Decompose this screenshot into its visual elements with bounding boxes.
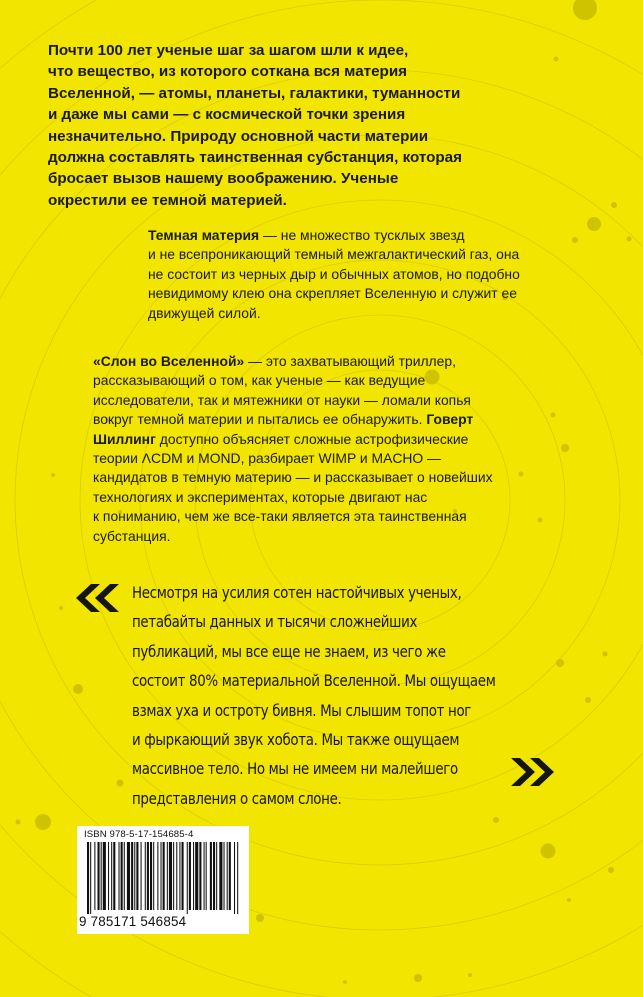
paragraph-line: субстанция. xyxy=(93,527,171,544)
book-title: «Слон во Вселенной» xyxy=(93,353,245,369)
paragraph-line xyxy=(148,226,568,245)
intro-line: бросает вызов нашему воображению. Ученые xyxy=(48,170,399,188)
barcode xyxy=(77,826,249,934)
paragraph-text: вокруг темной материи и пытались ее обнаружить. xyxy=(93,411,427,428)
intro-line: должна составлять таинственная субстанция, которая xyxy=(48,149,462,167)
intro-line: окрестили ее темной материей. xyxy=(48,191,287,209)
quote-line: состоит 80% материальной Вселенной. Мы ощущаем xyxy=(132,671,496,691)
paragraph-line: рассказывающий о том, как ученые — как ведущие xyxy=(93,372,426,389)
intro-line: и даже мы сами — с космической точки зрения xyxy=(48,106,406,124)
paragraph-line xyxy=(93,352,533,371)
quote-line: Несмотря на усилия сотен настойчивых ученых, xyxy=(132,583,462,602)
paragraph-text: доступно объясняет сложные астрофизические xyxy=(155,430,469,447)
quote-line: взмах уха и остроту бивня. Мы слышим топот ног xyxy=(132,700,472,720)
quote-block xyxy=(132,578,532,813)
quote-line: публикаций, мы все еще не знаем, из чего же xyxy=(132,641,446,661)
paragraph-line xyxy=(93,410,533,429)
dark-matter-term: Темная материя xyxy=(148,227,260,243)
intro-line: что вещество, из которого соткана вся материя xyxy=(48,63,408,81)
isbn-label: ISBN 978-5-17-154685-4 xyxy=(84,829,194,840)
quote-line: и фыркающий звук хобота. Мы также ощущаем xyxy=(132,730,460,750)
quote-line: представления о самом слоне. xyxy=(132,788,342,808)
intro-line: незначительно. Природу основной части материи xyxy=(48,127,429,145)
quote-line: петабайты данных и тысячи сложнейших xyxy=(132,612,418,632)
book-description-paragraph xyxy=(93,352,533,546)
barcode-icon xyxy=(81,842,245,914)
paragraph-line: не состоит из черных дыр и обычных атомов, но подобно xyxy=(148,265,520,282)
paragraph-text: — не множество тусклых звезд xyxy=(259,227,465,243)
chevrons-right-icon xyxy=(510,757,556,787)
intro-paragraph xyxy=(48,40,488,211)
paragraph-line: к пониманию, чем же все-таки является эта таинственная xyxy=(93,508,467,525)
chevrons-left-icon xyxy=(74,583,120,613)
quote-text xyxy=(132,578,532,813)
dark-matter-paragraph xyxy=(148,226,568,323)
intro-line: Почти 100 лет ученые шаг за шагом шли к идее, xyxy=(48,42,409,59)
paragraph-line: теории ΛCDM и MOND, разбирает WIMP и MACHO — xyxy=(93,450,441,467)
paragraph-line: технологиях и экспериментах, которые двигают нас xyxy=(93,488,428,505)
intro-line: Вселенной, — атомы, планеты, галактики, туманности xyxy=(48,84,461,102)
author-first-name: Говерт xyxy=(426,411,474,428)
paragraph-line: кандидатов в темную материю — и рассказывает о новейших xyxy=(93,469,493,486)
barcode-digits: 9 785171 546854 xyxy=(79,914,187,929)
paragraph-text: — это захватывающий триллер, xyxy=(244,353,456,369)
paragraph-line: невидимому клею она скрепляет Вселенную и служит ее xyxy=(148,285,517,302)
paragraph-line xyxy=(93,430,533,449)
author-last-name: Шиллинг xyxy=(93,430,156,447)
paragraph-line: движущей силой. xyxy=(148,304,261,321)
quote-line: массивное тело. Но мы не имеем ни малейшего xyxy=(132,759,458,779)
paragraph-line: и не всепроникающий темный межгалактический газ, она xyxy=(148,246,520,263)
paragraph-line: исследователи, так и мятежники от науки — ломали копья xyxy=(93,391,471,408)
